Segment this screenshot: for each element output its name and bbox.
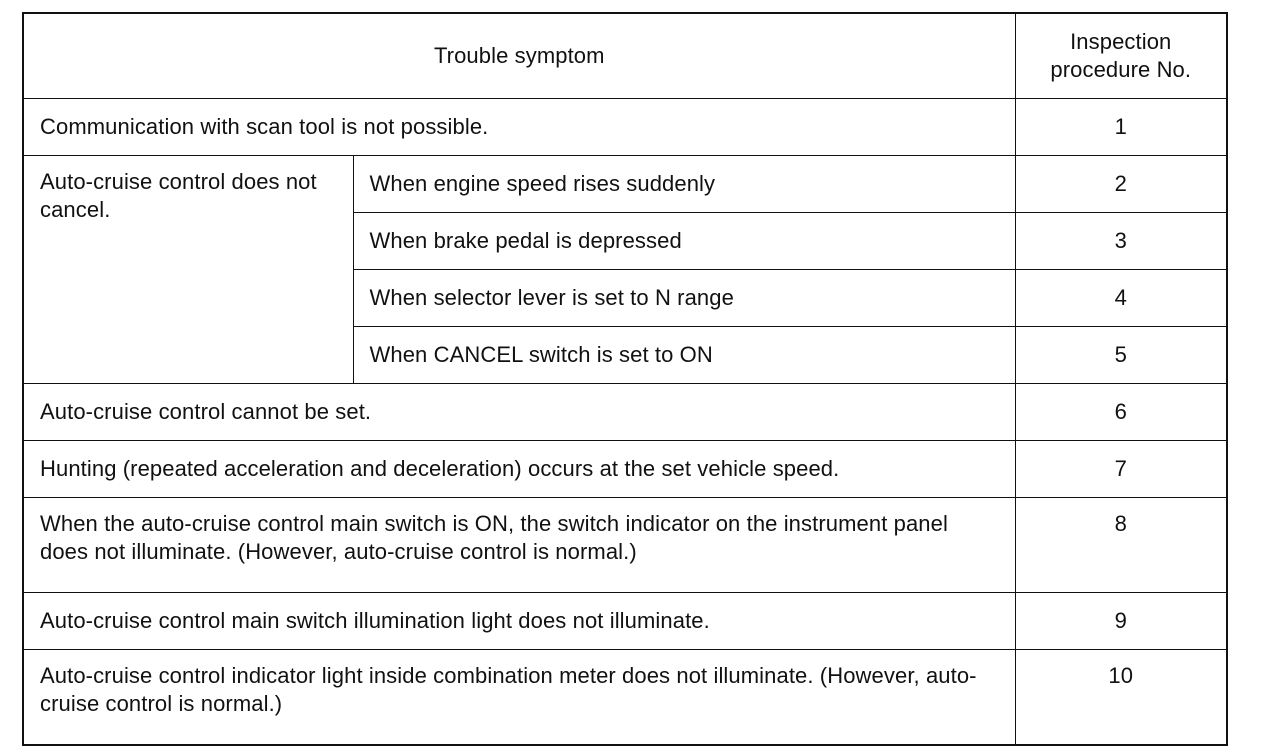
symptom-cell: When the auto-cruise control main switch is ON, the switch indicator on the instrument panel does not illuminate. (However, auto-cruise control is normal.) [23,498,1015,593]
table-row [23,156,1227,213]
header-procedure-line2: procedure No. [1050,57,1192,82]
procedure-number-cell: 5 [1015,327,1227,384]
symptom-cell: Auto-cruise control does not cancel. [23,156,353,384]
procedure-number-cell: 3 [1015,213,1227,270]
header-inspection-procedure [1015,13,1227,99]
procedure-number-cell: 4 [1015,270,1227,327]
table-row [23,99,1227,156]
symptom-cell: Auto-cruise control indicator light inside combination meter does not illuminate. (However, auto-cruise control is normal.) [23,650,1015,746]
table-row [23,441,1227,498]
procedure-number-cell: 2 [1015,156,1227,213]
symptom-cell: Auto-cruise control cannot be set. [23,384,1015,441]
condition-cell: When brake pedal is depressed [353,213,1015,270]
table-header-row [23,13,1227,99]
trouble-symptom-table-container [22,12,1226,746]
table-row [23,498,1227,593]
condition-cell: When selector lever is set to N range [353,270,1015,327]
header-trouble-symptom: Trouble symptom [23,13,1015,99]
header-procedure-line1: Inspection [1070,29,1172,54]
procedure-number-cell: 6 [1015,384,1227,441]
table-row [23,650,1227,746]
condition-cell: When CANCEL switch is set to ON [353,327,1015,384]
symptom-cell: Auto-cruise control main switch illumination light does not illuminate. [23,593,1015,650]
trouble-symptom-table [22,12,1228,746]
procedure-number-cell: 8 [1015,498,1227,593]
condition-cell: When engine speed rises suddenly [353,156,1015,213]
symptom-cell: Communication with scan tool is not possible. [23,99,1015,156]
symptom-cell: Hunting (repeated acceleration and deceleration) occurs at the set vehicle speed. [23,441,1015,498]
procedure-number-cell: 10 [1015,650,1227,746]
table-row [23,593,1227,650]
procedure-number-cell: 9 [1015,593,1227,650]
procedure-number-cell: 7 [1015,441,1227,498]
table-row [23,384,1227,441]
procedure-number-cell: 1 [1015,99,1227,156]
